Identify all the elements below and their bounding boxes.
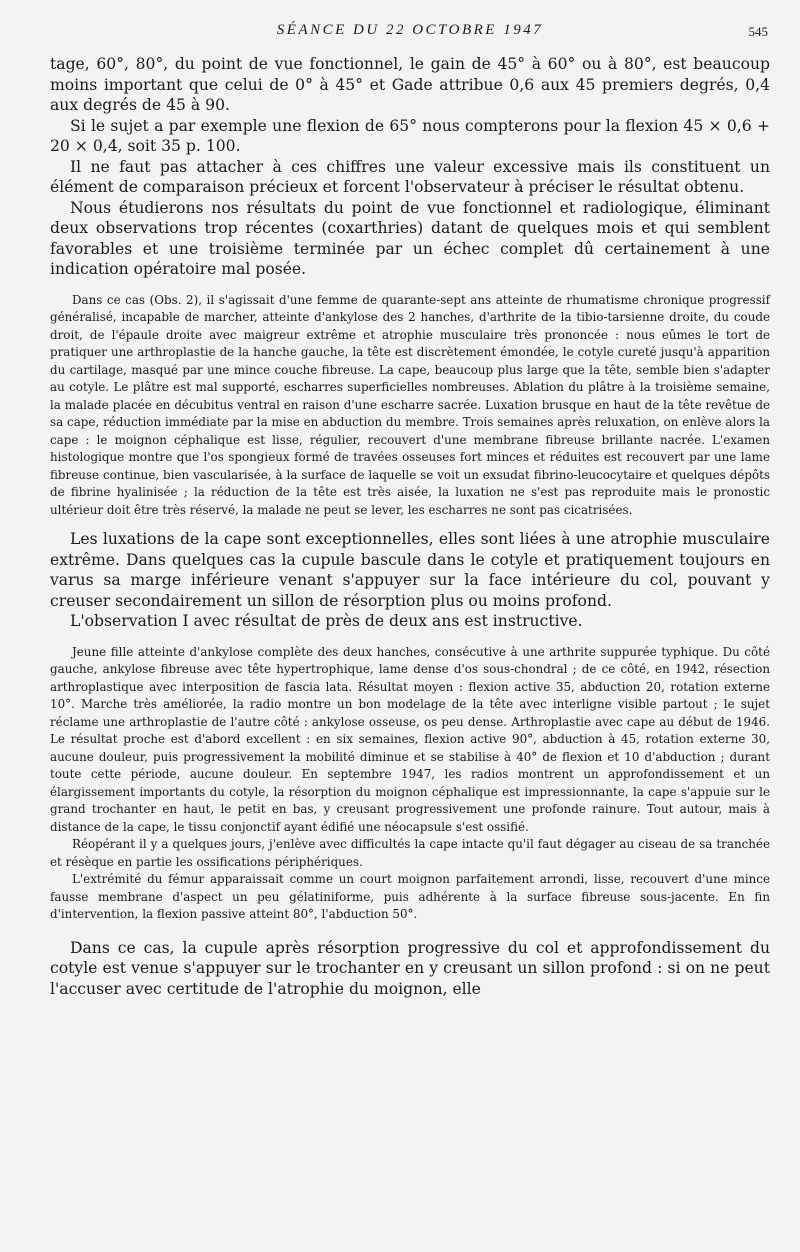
paragraph-3: Il ne faut pas attacher à ces chiffres une valeur excessive mais ils constituent un élément de comparaison précieux et forcent l'observateur à préciser le résultat obtenu. <box>50 157 770 196</box>
page-header <box>50 18 770 44</box>
paragraph-4: Nous étudierons nos résultats du point de vue fonctionnel et radiologique, éliminant deux observations trop récentes (coxarthries) datant de quelques mois et qui semblent favorables et une troisième terminée par un échec complet dû certainement à une indication opératoire mal posée. <box>50 198 770 278</box>
paragraph-5: Les luxations de la cape sont exceptionnelles, elles sont liées à une atrophie musculaire extrême. Dans quelques cas la cupule bascule dans le cotyle et pratiquement toujours en varus sa marge inférieure venant s'appuyer sur la face intérieure du col, pouvant y creuser secondairement un sillon de résorption plus ou moins profond. <box>50 530 770 610</box>
observation-1-findings: L'extrémité du fémur apparaissait comme un court moignon parfaitement arrondi, lisse, recouvert d'une mince fausse membrane d'aspect un peu gélatiniforme, puis adhérente à la surface fibreuse sous-jacente. En fin d'intervention, la flexion passive atteint 80°, l'abduction 50°. <box>50 872 770 921</box>
observation-2-text: Dans ce cas (Obs. 2), il s'agissait d'une femme de quarante-sept ans atteinte de rhumatisme chronique progressif généralisé, incapable de marcher, atteinte d'ankylose des 2 hanches, d'arthrite de la tibio-tarsienne droite, du coude droit, de l'épaule droite avec maigreur extrême et atrophie musculaire très prononcée : nous eûmes le tort de pratiquer une arthroplastie de la hanche gauche, la tête est discrètement émondée, le cotyle cureté jusqu'à apparition du cartilage, masqué par une mince couche fibreuse. La cape, beaucoup plus large que la tête, semble bien s'adapter au cotyle. Le plâtre est mal supporté, escharres superficielles nombreuses. Ablation du plâtre à la troisième semaine, la malade placée en décubitus ventral en raison d'une escharre sacrée. Luxation brusque en haut de la tête revêtue de sa cape, réduction immédiate par la mise en abduction du membre. Trois semaines après reluxation, on enlève alors la cape : le moignon céphalique est lisse, régulier, recouvert d'une membrane fibreuse brillante nacrée. L'examen histologique montre que l'os spongieux formé de travées osseuses fort minces et réduites est recouvert par une lame fibreuse continue, bien vascularisée, à la surface de laquelle se voit un exsudat fibrino-leucocytaire et quelques dépôts de fibrine hyalinisée ; la réduction de la tête est très aisée, la luxation ne s'est pas reproduite mais le pronostic ultérieur doit être très réservé, la malade ne peut se lever, les escharres ne sont pas cicatrisées. <box>50 292 770 517</box>
observation-1-text: Jeune fille atteinte d'ankylose complète des deux hanches, consécutive à une arthrite suppurée typhique. Du côté gauche, ankylose fibreuse avec tête hypertrophique, lame dense d'os sous-chondral ; de ce côté, en 1942, résection arthroplastique avec interposition de fascia lata. Résultat moyen : flexion active 35, abduction 20, rotation externe 10°. Marche très améliorée, la radio montre un bon modelage de la tête avec interligne visible partout ; le sujet réclame une arthroplastie de l'autre côté : ankylose osseuse, os peu dense. Arthroplastie avec cape au début de 1946. Le résultat proche est d'abord excellent : en six semaines, flexion active 90°, abduction à 45, rotation externe 30, aucune douleur, puis progressivement la mobilité diminue et se stabilise à 40° de flexion et 10 d'abduction ; durant toute cette période, aucune douleur. En septembre 1947, les radios montrent un approfondissement et un élargissement importants du cotyle, la résorption du moignon céphalique est impressionnante, la cape s'appuie sur le grand trochanter en haut, le petit en bas, y creusant progressivement une profonde rainure. Tout autour, mais à distance de la cape, le tissu conjonctif ayant édifié une néocapsule s'est ossifié. <box>50 644 770 834</box>
paragraph-7: Dans ce cas, la cupule après résorption progressive du col et approfondissement du cotyle est venue s'appuyer sur le trochanter en y creusant un sillon profond : si on ne peut l'accuser avec certitude de l'atrophie du moignon, elle <box>50 938 770 998</box>
paragraph-1: tage, 60°, 80°, du point de vue fonctionnel, le gain de 45° à 60° ou à 80°, est beaucoup moins important que celui de 0° à 45° et Gade attribue 0,6 aux 45 premiers degrés, 0,4 aux degrés de 45 à 90. <box>50 55 770 114</box>
page-number: 545 <box>748 24 768 39</box>
paragraph-2: Si le sujet a par exemple une flexion de 65° nous compterons pour la flexion 45 × 0,6 + 20 × 0,4, soit 35 p. 100. <box>50 116 770 155</box>
observation-1-reoperation: Réopérant il y a quelques jours, j'enlève avec difficultés la cape intacte qu'il faut dégager au ciseau de sa tranchée et résèque en partie les ossifications périphériques. <box>50 837 770 869</box>
paragraph-6: L'observation I avec résultat de près de deux ans est instructive. <box>70 612 583 630</box>
running-head: SÉANCE DU 22 OCTOBRE 1947 <box>276 22 544 38</box>
